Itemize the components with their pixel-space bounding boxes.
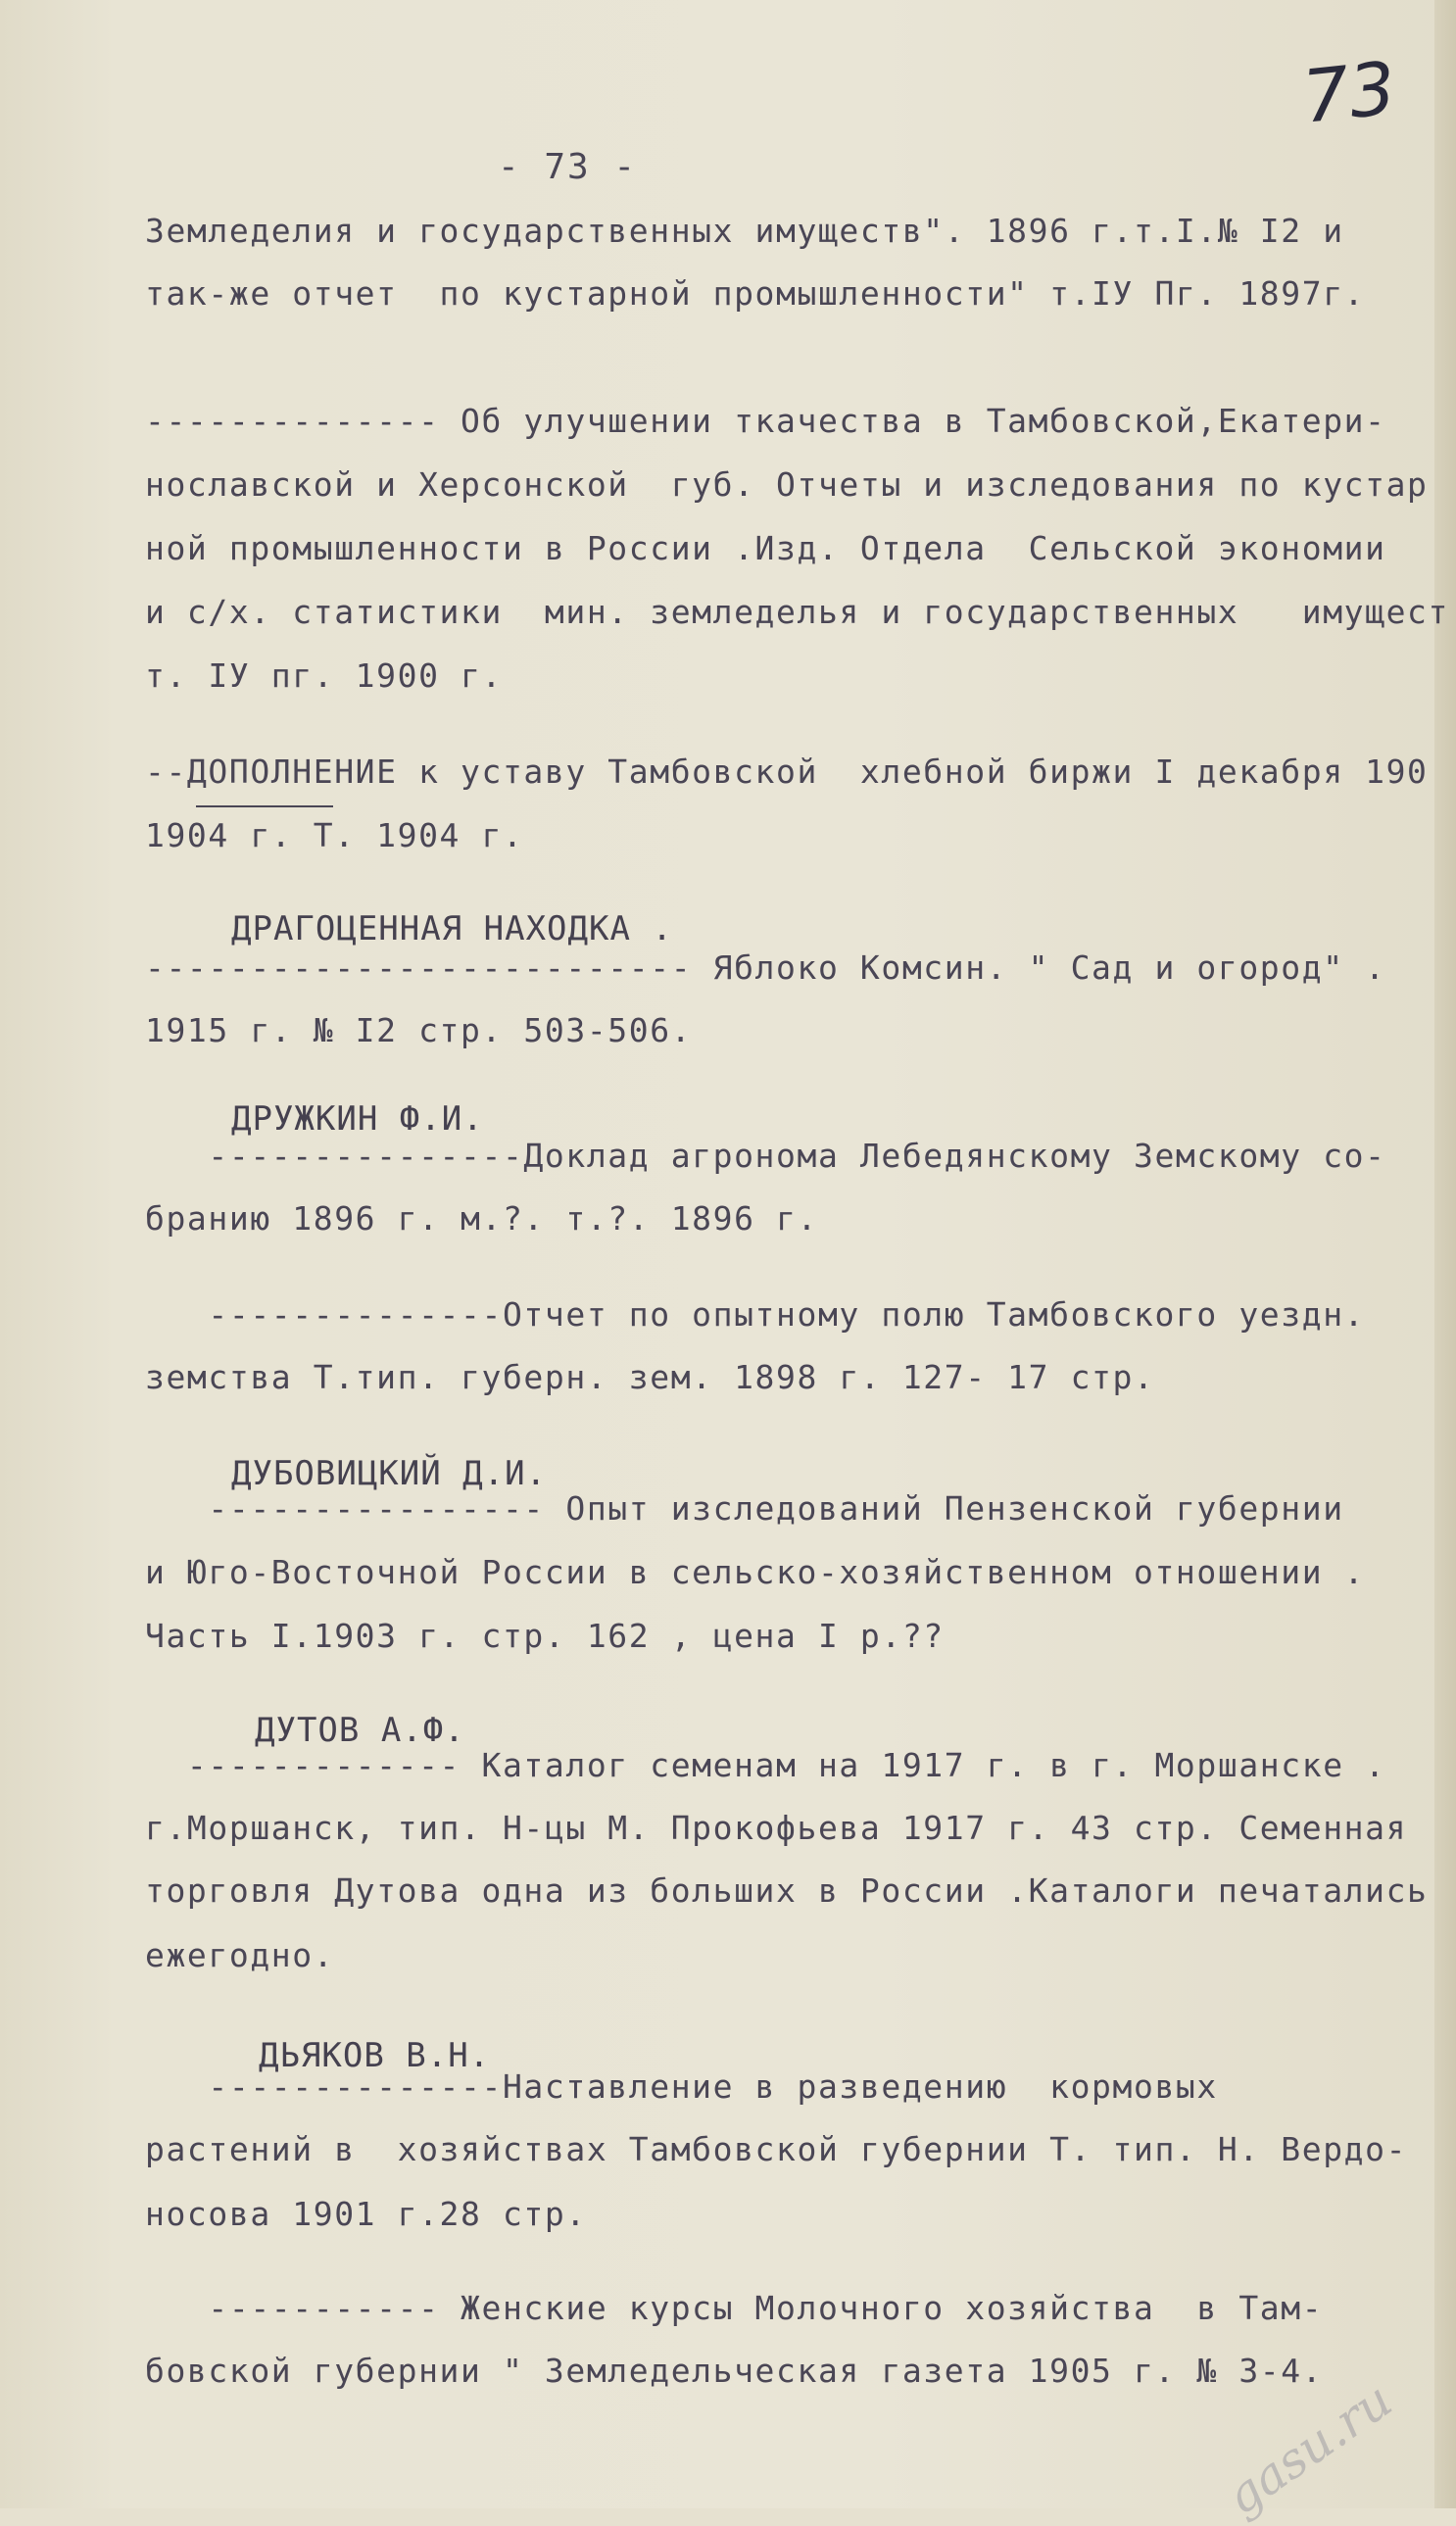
text-line: 1915 г. № I2 стр. 503-506. — [145, 1011, 693, 1049]
text-line: ---------------Доклад агронома Лебедянскому Земскому со- — [145, 1137, 1386, 1175]
text-line: --ДОПОЛНЕНИЕ к уставу Тамбовской хлебной биржи I декабря 190 — [145, 753, 1429, 791]
text-line: ной промышленности в России .Изд. Отдела Сельской экономии — [145, 529, 1386, 567]
entry-heading: ДЬЯКОВ В.Н. — [259, 2036, 491, 2075]
text-line: -------------------------- Яблоко Комсин. " Сад и огород" . — [145, 948, 1386, 987]
text-line: земства Т.тип. губерн. зем. 1898 г. 127- 17 стр. — [145, 1358, 1155, 1396]
text-line: Земледелия и государственных имуществ". 1896 г.т.I.№ I2 и — [145, 212, 1344, 250]
text-line: г.Моршанск, тип. Н-цы М. Прокофьева 1917 г. 43 стр. Семенная — [145, 1809, 1408, 1847]
entry-heading: ДУТОВ А.Ф. — [255, 1711, 465, 1750]
text-line: ------------- Каталог семенам на 1917 г. в г. Моршанске . — [145, 1746, 1386, 1784]
text-line: так-же отчет по кустарной промышленности" т.IУ Пг. 1897г. — [145, 274, 1366, 313]
text-line: 1904 г. Т. 1904 г. — [145, 816, 524, 854]
text-line: бранию 1896 г. м.?. т.?. 1896 г. — [145, 1199, 818, 1238]
text-line: т. IУ пг. 1900 г. — [145, 656, 503, 695]
text-line: и с/х. статистики мин. земледелья и государственных имущест — [145, 593, 1449, 631]
typed-page-number: - 73 - — [498, 147, 638, 187]
text-line: -------------- Об улучшении ткачества в Тамбовской,Екатери- — [145, 402, 1386, 440]
entry-heading: ДРАГОЦЕННАЯ НАХОДКА . — [231, 909, 673, 948]
watermark: gasu.ru — [1215, 2371, 1402, 2526]
text-line: и Юго-Восточной России в сельско-хозяйственном отношении . — [145, 1553, 1366, 1591]
text-line: торговля Дутова одна из больших в России .Каталоги печатались — [145, 1871, 1429, 1910]
text-line: ежегодно. — [145, 1936, 335, 1974]
page-edge — [1434, 0, 1456, 2508]
text-line: бовской губернии " Земледельческая газета 1905 г. № 3-4. — [145, 2352, 1324, 2390]
underline-rule — [196, 805, 333, 807]
entry-heading: ДУБОВИЦКИЙ Д.И. — [231, 1454, 548, 1493]
text-line: --------------Наставление в разведению кормовых — [145, 2067, 1218, 2106]
text-line: --------------Отчет по опытному полю Тамбовского уездн. — [145, 1295, 1366, 1334]
text-line: Часть I.1903 г. стр. 162 , цена I р.?? — [145, 1617, 945, 1655]
text-line: носова 1901 г.28 стр. — [145, 2195, 587, 2233]
text-line: ---------------- Опыт изследований Пензенской губернии — [145, 1489, 1344, 1528]
handwritten-page-number: 73 — [1298, 46, 1400, 140]
text-line: ----------- Женские курсы Молочного хозяйства в Там- — [145, 2289, 1324, 2327]
entry-heading: ДРУЖКИН Ф.И. — [231, 1099, 484, 1139]
text-line: нославской и Херсонской губ. Отчеты и изследования по кустар — [145, 465, 1429, 504]
text-line: растений в хозяйствах Тамбовской губернии Т. тип. Н. Вердо- — [145, 2130, 1408, 2168]
